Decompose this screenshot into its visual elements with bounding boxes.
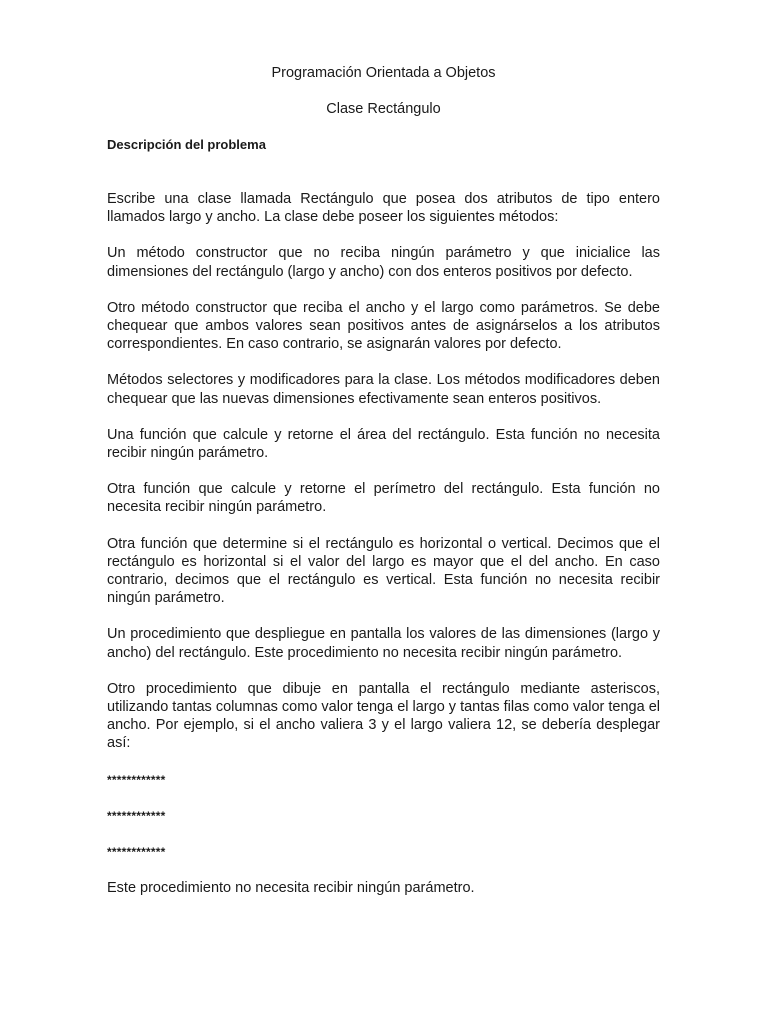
paragraph-display: Un procedimiento que despliegue en pantalla los valores de las dimensiones (largo y ancho) del rectángulo. Este procedimiento no necesita recibir ningún parámetro. [107,626,660,661]
paragraph-accessors: Métodos selectores y modificadores para la clase. Los métodos modificadores deben chequear que las nuevas dimensiones efectivamente sean enteros positivos. [107,372,660,407]
paragraph-perimeter: Otra función que calcule y retorne el perímetro del rectángulo. Esta función no necesita recibir ningún parámetro. [107,481,660,516]
asterisk-row: ************ [107,772,166,787]
paragraph-area: Una función que calcule y retorne el área del rectángulo. Esta función no necesita recibir ningún parámetro. [107,426,660,462]
asterisk-row: ************ [107,808,166,823]
document-subtitle: Clase Rectángulo [326,101,441,117]
asterisk-row: ************ [107,844,166,859]
paragraph-intro: Escribe una clase llamada Rectángulo que posea dos atributos de tipo entero llamados largo y ancho. La clase debe poseer los siguientes métodos: [107,191,660,226]
document-page [107,64,660,915]
paragraph-draw: Otro procedimiento que dibuje en pantalla el rectángulo mediante asteriscos, utilizando tantas columnas como valor tenga el largo y tantas filas como valor tenga el ancho. Por ejemplo, si el ancho valiera 3 y el largo valiera 12, se debería desplegar así: [107,680,660,752]
document-title: Programación Orientada a Objetos [271,65,496,81]
paragraph-orientation: Otra función que determine si el rectángulo es horizontal o vertical. Decimos que el rectángulo es horizontal si el valor del largo es mayor que el del ancho. En caso contrario, decimos que el rectángulo es vertical. Esta función no necesita recibir ningún parámetro. [107,535,660,607]
paragraph-closing: Este procedimiento no necesita recibir ningún parámetro. [107,879,475,896]
section-heading: Descripción del problema [107,137,266,152]
paragraph-default-constructor: Un método constructor que no reciba ningún parámetro y que inicialice las dimensiones del rectángulo (largo y ancho) con dos enteros positivos por defecto. [107,245,660,280]
paragraph-param-constructor: Otro método constructor que reciba el ancho y el largo como parámetros. Se debe chequear que ambos valores sean positivos antes de asignárselos a los atributos correspondientes. En caso contrario, se asignarán valores por defecto. [107,299,660,353]
